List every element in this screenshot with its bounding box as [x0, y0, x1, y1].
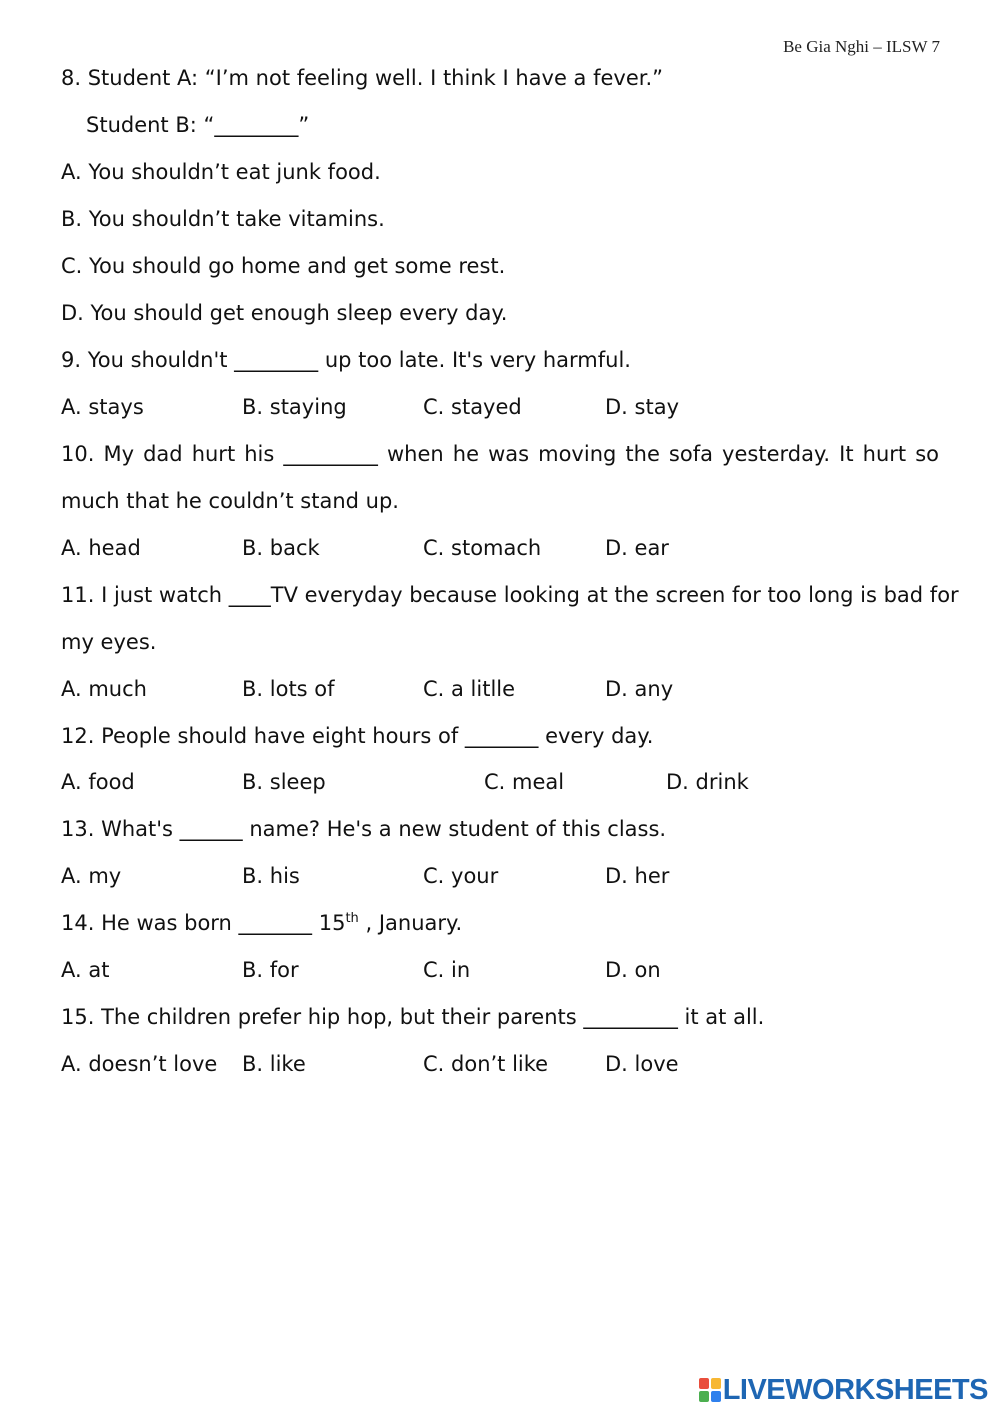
- question-12-option-d: D. drink: [666, 770, 749, 794]
- question-14-stem-sup: th: [345, 911, 359, 926]
- question-15-option-c: C. don’t like: [423, 1052, 549, 1076]
- question-10-option-a: A. head: [61, 536, 141, 560]
- question-11-option-d: D. any: [605, 677, 674, 701]
- question-12-option-a: A. food: [61, 770, 135, 794]
- question-8-option-a: A. You shouldn’t eat junk food.: [61, 160, 381, 184]
- question-13-stem: 13. What's ______ name? He's a new student of this class.: [61, 817, 667, 841]
- question-10-option-b: B. back: [242, 536, 320, 560]
- logo-square-1: [699, 1378, 709, 1389]
- question-12-option-c: C. meal: [484, 770, 565, 794]
- logo-grid-icon: [699, 1378, 721, 1402]
- question-10-stem-line2: much that he couldn’t stand up.: [61, 489, 399, 513]
- question-15-option-a: A. doesn’t love: [61, 1052, 218, 1076]
- question-15-option-d: D. love: [605, 1052, 679, 1076]
- question-9-option-b: B. staying: [242, 395, 347, 419]
- question-13-option-a: A. my: [61, 864, 122, 888]
- question-11-stem-line2: my eyes.: [61, 630, 157, 654]
- question-12-stem: 12. People should have eight hours of _______ every day.: [61, 724, 654, 748]
- logo-square-4: [711, 1391, 721, 1402]
- question-8-option-d: D. You should get enough sleep every day.: [61, 301, 508, 325]
- question-14-stem-pre: 14. He was born _______ 15: [61, 911, 346, 935]
- question-8-stem-b: Student B: “________”: [86, 113, 310, 137]
- question-9-stem: 9. You shouldn't ________ up too late. It's very harmful.: [61, 348, 631, 372]
- question-14-stem-post: , January.: [358, 911, 463, 935]
- question-10-stem-line1: 10. My dad hurt his _________ when he was moving the sofa yesterday. It hurt so: [61, 442, 939, 466]
- question-13-option-b: B. his: [242, 864, 300, 888]
- question-11-option-b: B. lots of: [242, 677, 335, 701]
- question-15-stem: 15. The children prefer hip hop, but their parents _________ it at all.: [61, 1005, 765, 1029]
- question-13-option-d: D. her: [605, 864, 670, 888]
- question-15-option-b: B. like: [242, 1052, 306, 1076]
- question-11-stem-line1: 11. I just watch ____TV everyday because looking at the screen for too long is bad for: [61, 583, 959, 607]
- question-8-stem: 8. Student A: “I’m not feeling well. I think I have a fever.”: [61, 66, 664, 90]
- question-9-option-c: C. stayed: [423, 395, 522, 419]
- question-11-option-a: A. much: [61, 677, 147, 701]
- question-14-option-a: A. at: [61, 958, 110, 982]
- question-13-option-c: C. your: [423, 864, 499, 888]
- question-14-option-d: D. on: [605, 958, 661, 982]
- question-8-option-b: B. You shouldn’t take vitamins.: [61, 207, 385, 231]
- question-8-option-c: C. You should go home and get some rest.: [61, 254, 506, 278]
- question-14-option-b: B. for: [242, 958, 299, 982]
- question-14-option-c: C. in: [423, 958, 471, 982]
- logo-square-2: [711, 1378, 721, 1389]
- liveworksheets-logo: [699, 1374, 988, 1406]
- question-12-option-b: B. sleep: [242, 770, 326, 794]
- page-header: Be Gia Nghi – ILSW 7: [783, 37, 940, 56]
- question-9-option-a: A. stays: [61, 395, 144, 419]
- logo-square-3: [699, 1391, 709, 1402]
- logo-text: LIVEWORKSHEETS: [722, 1373, 988, 1406]
- question-10-option-d: D. ear: [605, 536, 669, 560]
- question-11-option-c: C. a litlle: [423, 677, 516, 701]
- question-10-option-c: C. stomach: [423, 536, 542, 560]
- question-9-option-d: D. stay: [605, 395, 679, 419]
- question-14-stem: [61, 909, 462, 937]
